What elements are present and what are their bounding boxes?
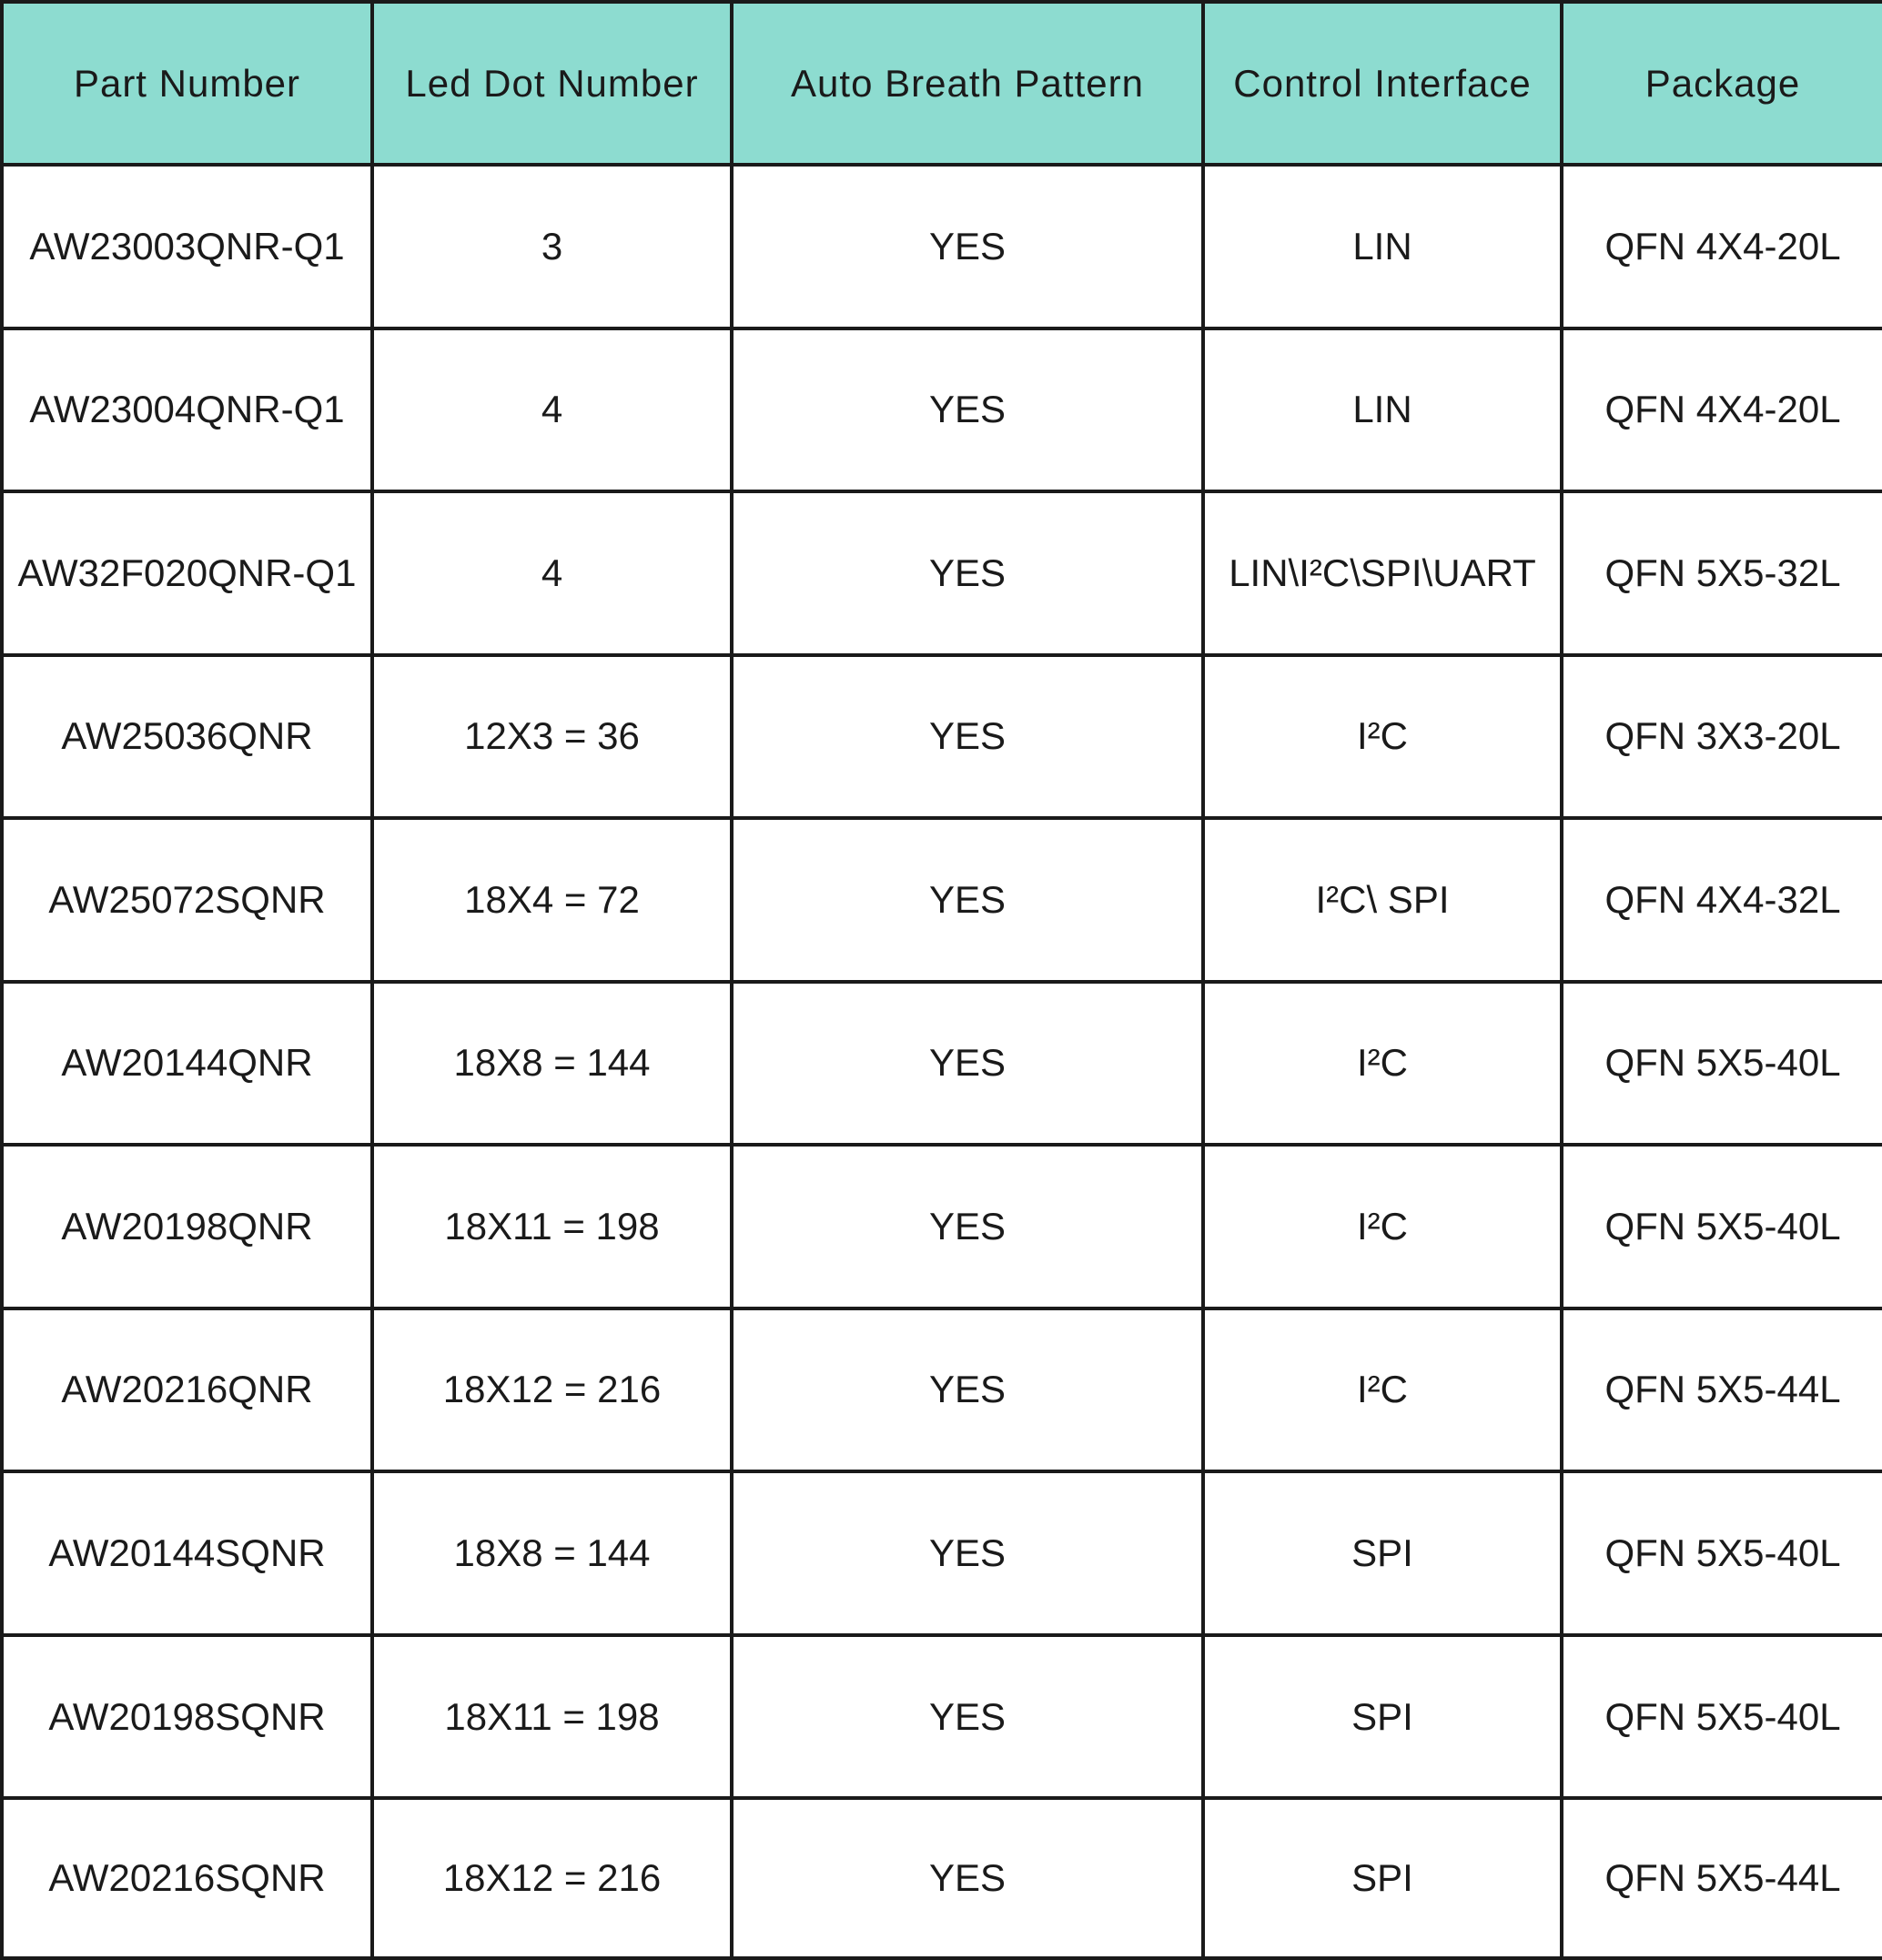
- cell-led-dot-number: 4: [372, 328, 732, 492]
- cell-auto-breath-pattern: YES: [732, 1308, 1203, 1472]
- cell-part-number: AW32F020QNR-Q1: [2, 491, 372, 655]
- table-row: [2, 818, 1882, 982]
- cell-auto-breath-pattern: YES: [732, 655, 1203, 819]
- cell-package: QFN 3X3-20L: [1562, 655, 1882, 819]
- cell-package: QFN 4X4-20L: [1562, 328, 1882, 492]
- cell-led-dot-number: 3: [372, 165, 732, 328]
- cell-control-interface: LIN: [1203, 328, 1562, 492]
- cell-led-dot-number: 18X8 = 144: [372, 982, 732, 1146]
- cell-control-interface: SPI: [1203, 1635, 1562, 1799]
- table-row: [2, 655, 1882, 819]
- cell-part-number: AW25072SQNR: [2, 818, 372, 982]
- cell-package: QFN 4X4-32L: [1562, 818, 1882, 982]
- cell-package: QFN 5X5-40L: [1562, 1471, 1882, 1635]
- header-control-interface: Control Interface: [1203, 2, 1562, 165]
- header-package: Package: [1562, 2, 1882, 165]
- cell-auto-breath-pattern: YES: [732, 1635, 1203, 1799]
- cell-package: QFN 5X5-44L: [1562, 1308, 1882, 1472]
- table-row: [2, 165, 1882, 328]
- cell-control-interface: I²C: [1203, 1308, 1562, 1472]
- table-row: [2, 1471, 1882, 1635]
- cell-part-number: AW25036QNR: [2, 655, 372, 819]
- header-row: [2, 2, 1882, 165]
- header-auto-breath-pattern: Auto Breath Pattern: [732, 2, 1203, 165]
- cell-auto-breath-pattern: YES: [732, 491, 1203, 655]
- cell-package: QFN 5X5-40L: [1562, 1635, 1882, 1799]
- table-row: [2, 1635, 1882, 1799]
- cell-package: QFN 4X4-20L: [1562, 165, 1882, 328]
- cell-led-dot-number: 12X3 = 36: [372, 655, 732, 819]
- cell-led-dot-number: 4: [372, 491, 732, 655]
- cell-part-number: AW20216QNR: [2, 1308, 372, 1472]
- cell-led-dot-number: 18X8 = 144: [372, 1471, 732, 1635]
- cell-control-interface: I²C\ SPI: [1203, 818, 1562, 982]
- table-row: [2, 1145, 1882, 1308]
- cell-package: QFN 5X5-40L: [1562, 982, 1882, 1146]
- cell-led-dot-number: 18X11 = 198: [372, 1635, 732, 1799]
- cell-control-interface: LIN\I²C\SPI\UART: [1203, 491, 1562, 655]
- cell-control-interface: SPI: [1203, 1471, 1562, 1635]
- cell-control-interface: I²C: [1203, 982, 1562, 1146]
- table-row: [2, 328, 1882, 492]
- cell-package: QFN 5X5-32L: [1562, 491, 1882, 655]
- cell-led-dot-number: 18X12 = 216: [372, 1308, 732, 1472]
- cell-part-number: AW20198QNR: [2, 1145, 372, 1308]
- cell-part-number: AW20198SQNR: [2, 1635, 372, 1799]
- cell-part-number: AW23003QNR-Q1: [2, 165, 372, 328]
- cell-package: QFN 5X5-44L: [1562, 1798, 1882, 1958]
- cell-auto-breath-pattern: YES: [732, 982, 1203, 1146]
- cell-part-number: AW20144SQNR: [2, 1471, 372, 1635]
- table-row: [2, 491, 1882, 655]
- cell-auto-breath-pattern: YES: [732, 1145, 1203, 1308]
- header-part-number: Part Number: [2, 2, 372, 165]
- cell-auto-breath-pattern: YES: [732, 818, 1203, 982]
- cell-part-number: AW23004QNR-Q1: [2, 328, 372, 492]
- cell-auto-breath-pattern: YES: [732, 165, 1203, 328]
- cell-led-dot-number: 18X12 = 216: [372, 1798, 732, 1958]
- cell-part-number: AW20144QNR: [2, 982, 372, 1146]
- cell-part-number: AW20216SQNR: [2, 1798, 372, 1958]
- table-row: [2, 982, 1882, 1146]
- cell-led-dot-number: 18X4 = 72: [372, 818, 732, 982]
- cell-control-interface: I²C: [1203, 655, 1562, 819]
- cell-control-interface: SPI: [1203, 1798, 1562, 1958]
- cell-led-dot-number: 18X11 = 198: [372, 1145, 732, 1308]
- cell-package: QFN 5X5-40L: [1562, 1145, 1882, 1308]
- cell-auto-breath-pattern: YES: [732, 1798, 1203, 1958]
- cell-control-interface: I²C: [1203, 1145, 1562, 1308]
- table-row: [2, 1798, 1882, 1958]
- cell-control-interface: LIN: [1203, 165, 1562, 328]
- cell-auto-breath-pattern: YES: [732, 328, 1203, 492]
- table-header: [2, 2, 1882, 165]
- header-led-dot-number: Led Dot Number: [372, 2, 732, 165]
- table-row: [2, 1308, 1882, 1472]
- cell-auto-breath-pattern: YES: [732, 1471, 1203, 1635]
- table-body: [2, 165, 1882, 1958]
